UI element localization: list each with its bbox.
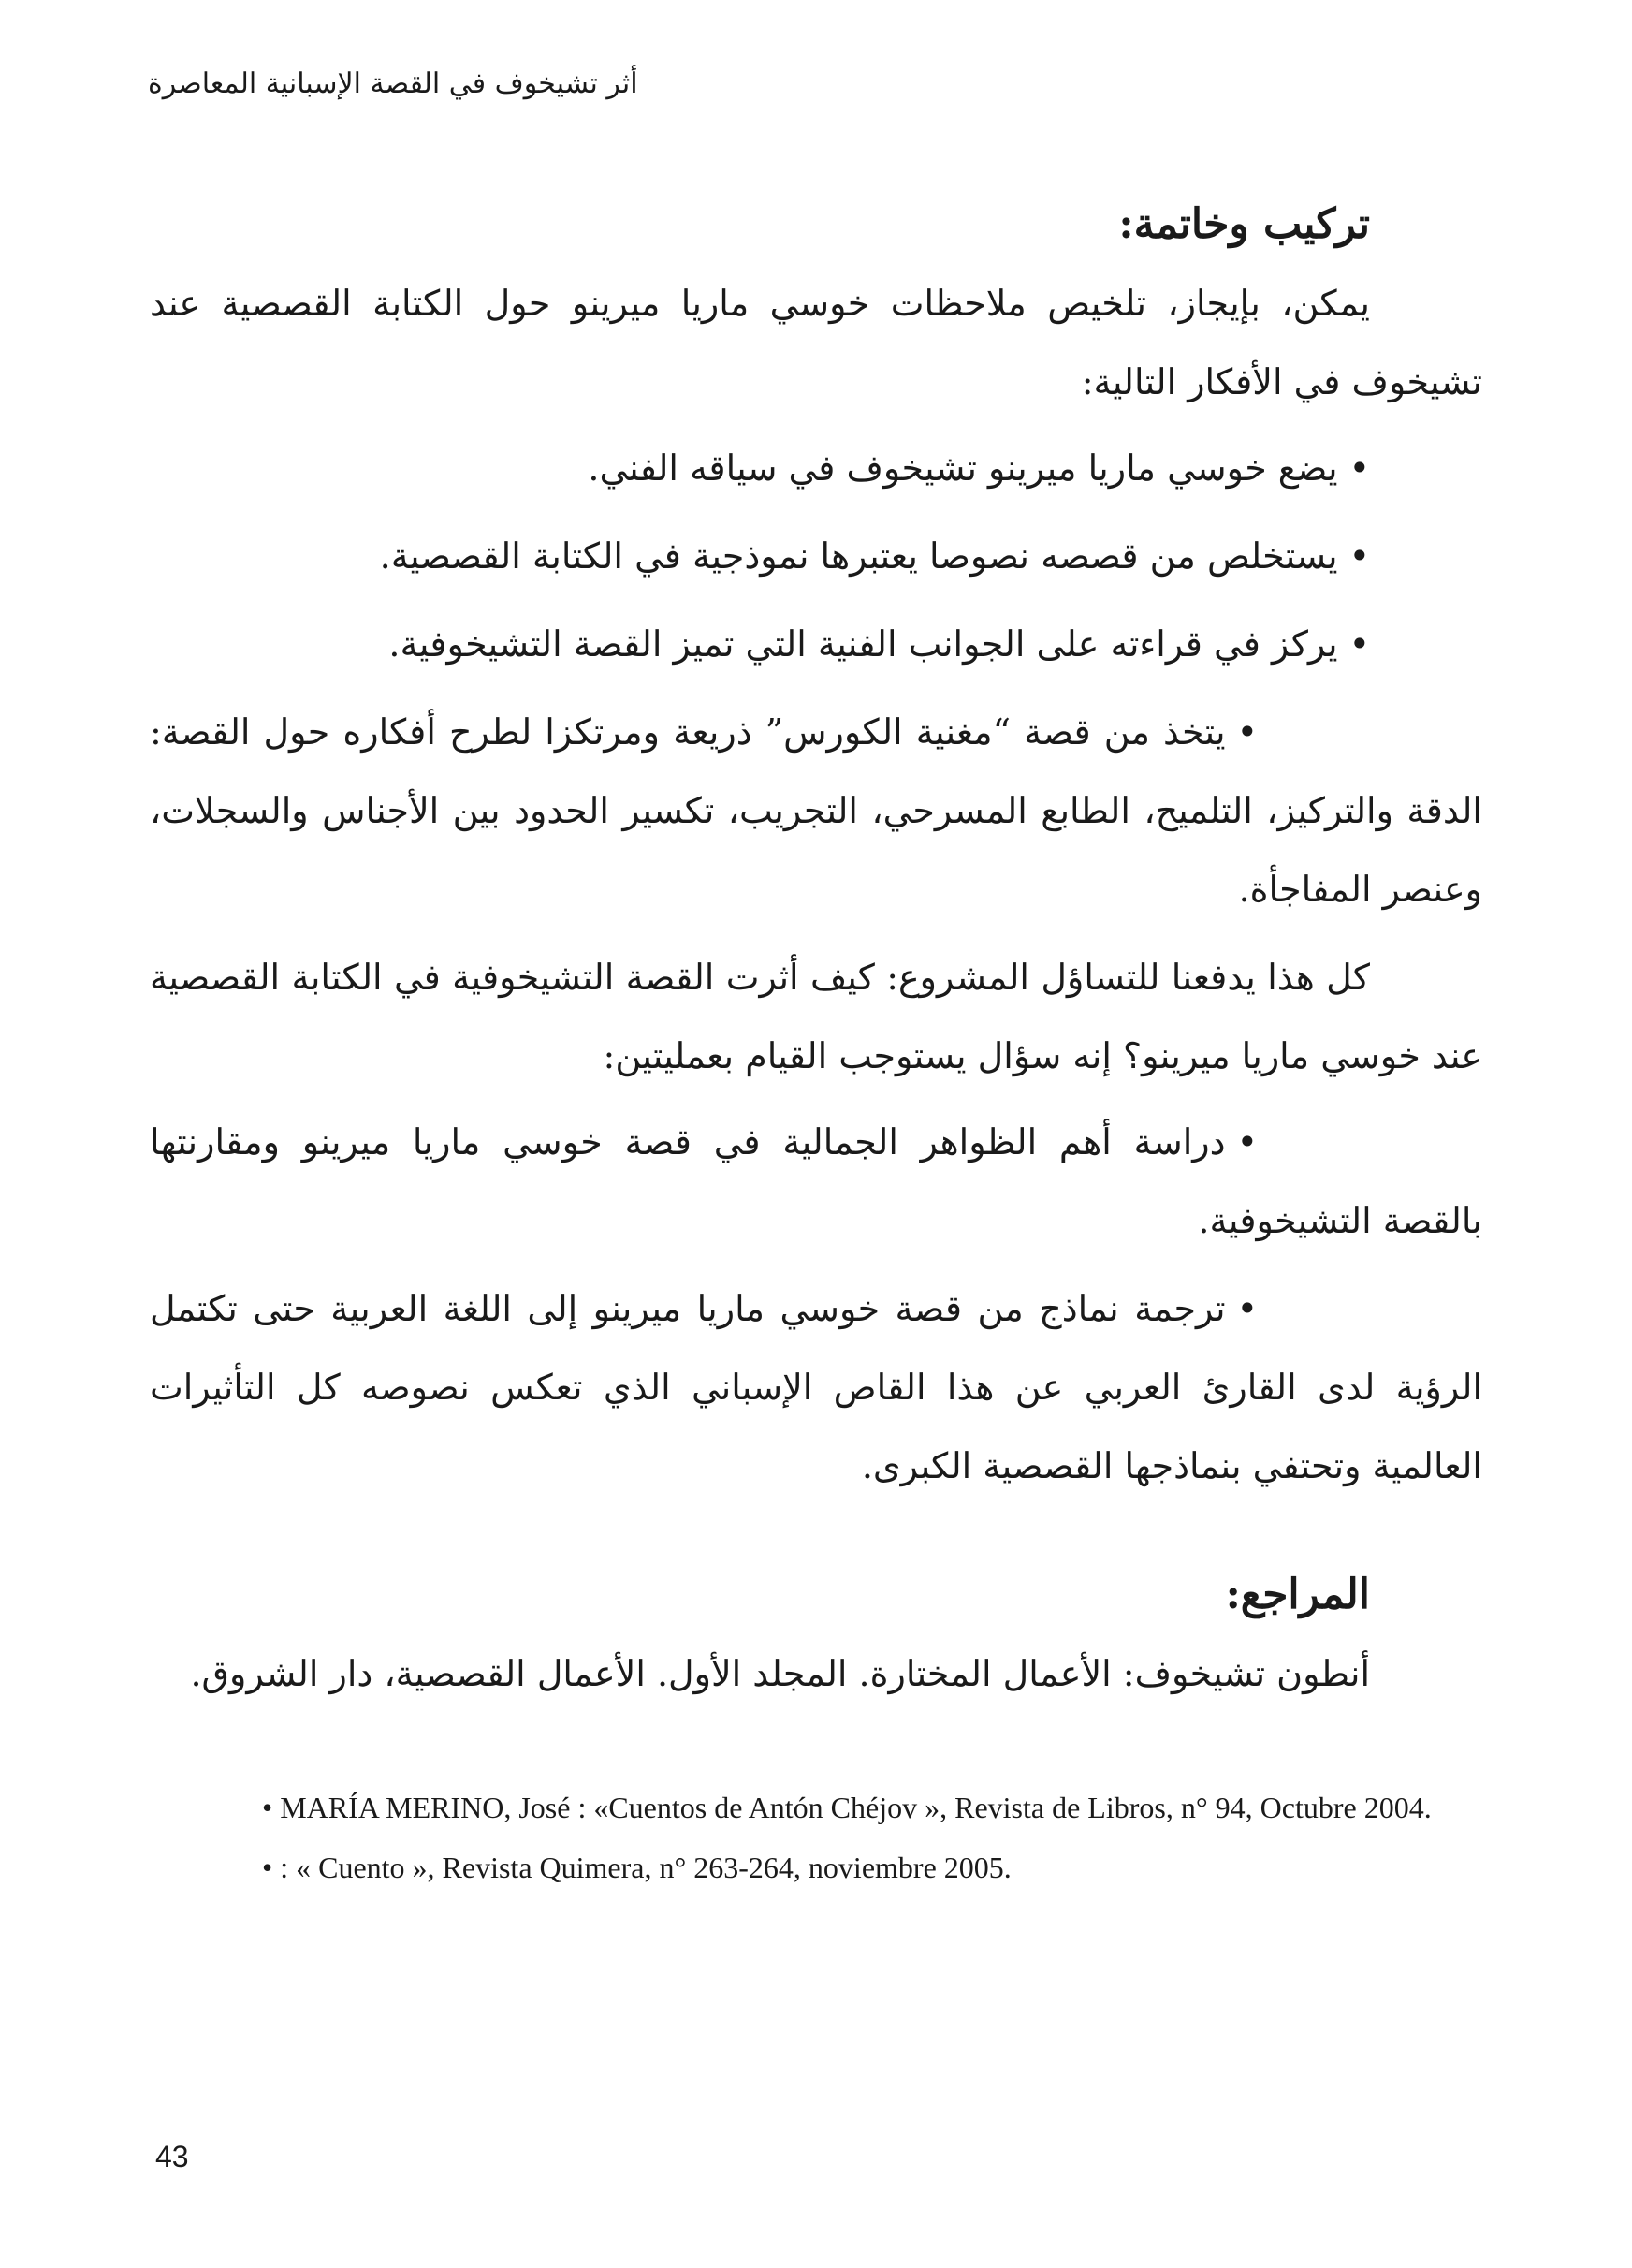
reference-item: • MARÍA MERINO, José : «Cuentos de Antón Chéjov », Revista de Libros, n° 94, Octubre 2004. [262, 1791, 1432, 1824]
ideas-list [150, 429, 1482, 929]
section-heading-references: المراجع: [1225, 1571, 1370, 1618]
main-content [150, 185, 1482, 1713]
bullet-icon: • [1236, 1121, 1258, 1163]
list-item-text: يتخذ من قصة “مغنية الكورس” ذريعة ومرتكزا لطرح أفكاره حول القصة: الدقة والتركيز، التلميح، الطابع المسرحي، التجريب، تكسير الحدود بين الأجناس والسجلات، وعنصر المفاجأة. [150, 711, 1482, 910]
bullet-icon: • [1348, 623, 1370, 665]
bullet-icon: • [1348, 447, 1370, 489]
running-header: أثر تشيخوف في القصة الإسبانية المعاصرة [148, 67, 638, 100]
list-item-text: يستخلص من قصصه نصوصا يعتبرها نموذجية في الكتابة القصصية. [379, 535, 1338, 577]
list-item [150, 429, 1482, 507]
list-item [150, 1103, 1482, 1260]
list-item-text: يضع خوسي ماريا ميرينو تشيخوف في سياقه الفني. [588, 447, 1338, 489]
list-item [150, 1269, 1482, 1505]
list-item [150, 517, 1482, 595]
section-heading-conclusion: تركيب وخاتمة: [1118, 200, 1370, 248]
bullet-icon: • [1348, 535, 1370, 577]
tasks-list [150, 1103, 1482, 1505]
list-item [150, 605, 1482, 683]
page-number: 43 [155, 2140, 189, 2173]
bullet-icon: • [1236, 1288, 1258, 1329]
latin-references [150, 1784, 1482, 1904]
bullet-icon: • [1236, 711, 1258, 753]
list-item-text: ترجمة نماذج من قصة خوسي ماريا ميرينو إلى اللغة العربية حتى تكتمل الرؤية لدى القارئ العربي عن هذا القاص الإسباني الذي تعكس نصوصه كل التأثيرات العالمية وتحتفي بنماذجها القصصية الكبرى. [150, 1288, 1482, 1486]
question-paragraph: كل هذا يدفعنا للتساؤل المشروع: كيف أثرت القصة التشيخوفية في الكتابة القصصية عند خوسي ماريا ميرينو؟ إنه سؤال يستوجب القيام بعمليتين: [150, 957, 1482, 1076]
list-item-text: دراسة أهم الظواهر الجمالية في قصة خوسي ماريا ميرينو ومقارنتها بالقصة التشيخوفية. [150, 1121, 1482, 1241]
list-item [150, 693, 1482, 929]
list-item-text: يركز في قراءته على الجوانب الفنية التي تميز القصة التشيخوفية. [388, 623, 1338, 665]
reference-item: • : « Cuento », Revista Quimera, n° 263-264, noviembre 2005. [262, 1851, 1012, 1884]
arabic-reference: أنطون تشيخوف: الأعمال المختارة. المجلد الأول. الأعمال القصصية، دار الشروق. [190, 1653, 1370, 1694]
intro-paragraph: يمكن، بإيجاز، تلخيص ملاحظات خوسي ماريا ميرينو حول الكتابة القصصية عند تشيخوف في الأفكار التالية: [150, 283, 1482, 402]
